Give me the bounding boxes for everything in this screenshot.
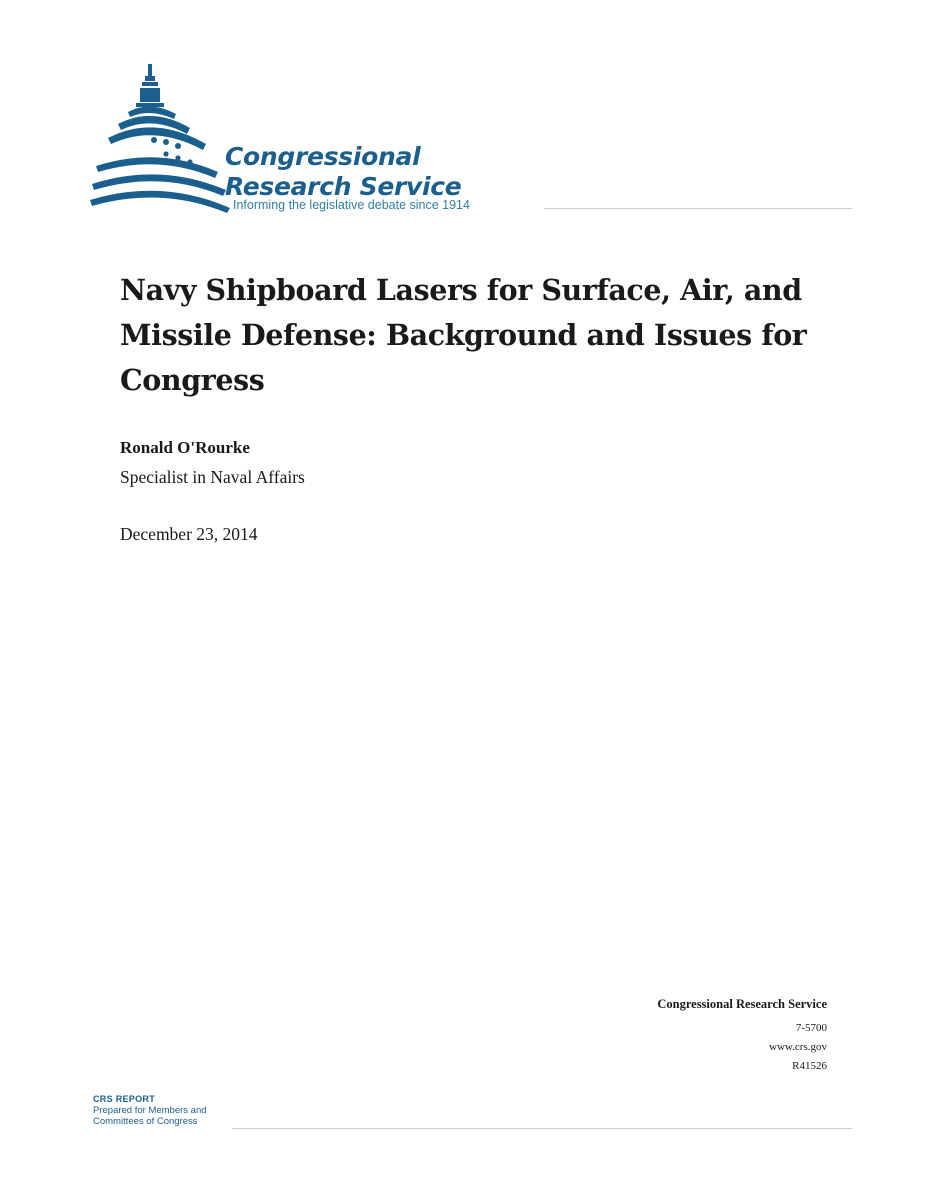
- footer-line2: Committees of Congress: [93, 1116, 198, 1127]
- info-org-name: Congressional Research Service: [657, 997, 827, 1011]
- footer-block: [93, 1094, 207, 1127]
- org-name: [225, 142, 461, 202]
- info-phone: 7-5700: [795, 1022, 827, 1034]
- info-report-number: R41526: [792, 1060, 827, 1072]
- capitol-dome-icon: [88, 62, 233, 217]
- footer-label: CRS REPORT: [93, 1094, 156, 1104]
- report-date: December 23, 2014: [120, 524, 258, 544]
- footer-divider: [232, 1128, 852, 1129]
- author-name: Ronald O'Rourke: [120, 438, 250, 457]
- org-name-line1: Congressional: [225, 142, 421, 171]
- report-info-block: [657, 995, 827, 1076]
- info-website: www.crs.gov: [769, 1041, 827, 1053]
- header-divider: [544, 208, 852, 209]
- report-title: Navy Shipboard Lasers for Surface, Air, and Missile Defense: Background and Issues for Congress: [120, 273, 807, 397]
- org-tagline: Informing the legislative debate since 1914: [233, 198, 470, 212]
- author-role: Specialist in Naval Affairs: [120, 467, 305, 487]
- org-name-line2: Research Service: [225, 172, 462, 201]
- footer-line1: Prepared for Members and: [93, 1105, 207, 1116]
